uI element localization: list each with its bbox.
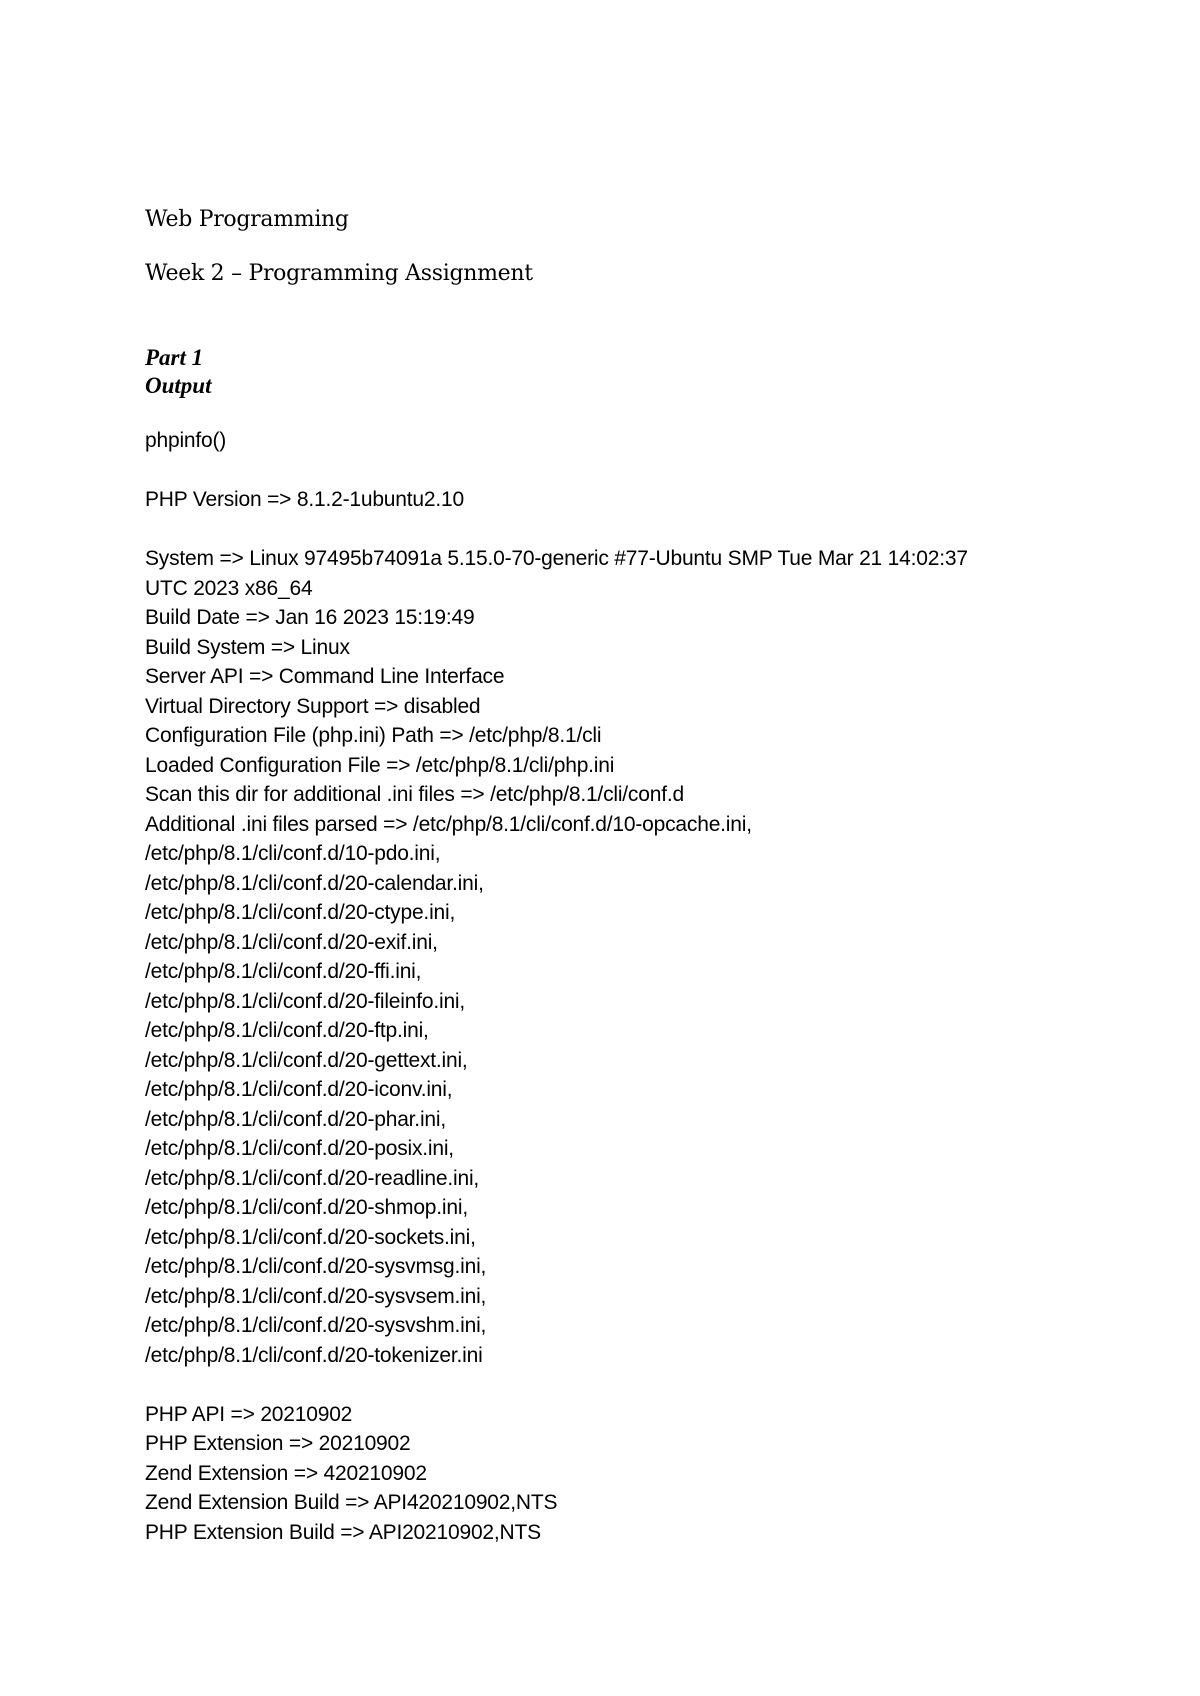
ini-file-line: /etc/php/8.1/cli/conf.d/20-tokenizer.ini: [145, 1343, 483, 1367]
system-info-line: Configuration File (php.ini) Path => /etc/php/8.1/cli: [145, 724, 602, 747]
course-title: Web Programming: [145, 207, 349, 232]
output-heading: Output: [145, 373, 212, 398]
ini-file-line: /etc/php/8.1/cli/conf.d/20-shmop.ini,: [145, 1196, 468, 1219]
system-info-block: [145, 544, 1145, 1370]
ini-file-line: /etc/php/8.1/cli/conf.d/20-sysvsem.ini,: [145, 1284, 487, 1308]
system-info-line: Additional .ini files parsed => /etc/php/8.1/cli/conf.d/10-opcache.ini,: [145, 812, 752, 836]
ini-file-line: /etc/php/8.1/cli/conf.d/20-ftp.ini,: [145, 1019, 429, 1042]
assignment-title: Week 2 – Programming Assignment: [145, 261, 533, 286]
ini-file-line: /etc/php/8.1/cli/conf.d/20-ctype.ini,: [145, 901, 456, 924]
system-info-line: System => Linux 97495b74091a 5.15.0-70-generic #77-Ubuntu SMP Tue Mar 21 14:02:37: [145, 547, 968, 570]
document-body: [145, 206, 1145, 1547]
api-info-line: Zend Extension => 420210902: [145, 1461, 427, 1485]
ini-file-line: /etc/php/8.1/cli/conf.d/20-sysvmsg.ini,: [145, 1255, 487, 1278]
system-info-line: Build System => Linux: [145, 635, 350, 659]
ini-file-line: /etc/php/8.1/cli/conf.d/20-iconv.ini,: [145, 1078, 453, 1101]
system-info-line: Loaded Configuration File => /etc/php/8.1/cli/php.ini: [145, 753, 615, 777]
ini-file-line: /etc/php/8.1/cli/conf.d/20-sockets.ini,: [145, 1225, 476, 1249]
api-info-block: [145, 1400, 1145, 1548]
ini-file-line: /etc/php/8.1/cli/conf.d/20-ffi.ini,: [145, 960, 422, 983]
ini-file-line: /etc/php/8.1/cli/conf.d/20-calendar.ini,: [145, 871, 484, 895]
api-info-line: PHP API => 20210902: [145, 1402, 353, 1426]
ini-file-line: /etc/php/8.1/cli/conf.d/10-pdo.ini,: [145, 842, 441, 865]
function-call: phpinfo(): [145, 429, 227, 452]
api-info-line: PHP Extension Build => API20210902,NTS: [145, 1520, 541, 1544]
system-info-line: Scan this dir for additional .ini files => /etc/php/8.1/cli/conf.d: [145, 783, 684, 806]
ini-file-line: /etc/php/8.1/cli/conf.d/20-gettext.ini,: [145, 1048, 468, 1072]
php-version-line: PHP Version => 8.1.2-1ubuntu2.10: [145, 488, 464, 511]
system-info-line: UTC 2023 x86_64: [145, 576, 313, 600]
api-info-line: PHP Extension => 20210902: [145, 1432, 411, 1455]
ini-file-line: /etc/php/8.1/cli/conf.d/20-sysvshm.ini,: [145, 1314, 487, 1337]
system-info-line: Build Date => Jan 16 2023 15:19:49: [145, 606, 475, 629]
ini-file-line: /etc/php/8.1/cli/conf.d/20-exif.ini,: [145, 930, 438, 954]
system-info-line: Server API => Command Line Interface: [145, 665, 505, 688]
api-info-line: Zend Extension Build => API420210902,NTS: [145, 1491, 558, 1514]
ini-file-line: /etc/php/8.1/cli/conf.d/20-posix.ini,: [145, 1137, 454, 1160]
ini-file-line: /etc/php/8.1/cli/conf.d/20-fileinfo.ini,: [145, 989, 466, 1013]
system-info-line: Virtual Directory Support => disabled: [145, 694, 481, 718]
part-heading: Part 1: [145, 345, 204, 370]
ini-file-line: /etc/php/8.1/cli/conf.d/20-readline.ini,: [145, 1166, 480, 1190]
ini-file-line: /etc/php/8.1/cli/conf.d/20-phar.ini,: [145, 1107, 446, 1131]
